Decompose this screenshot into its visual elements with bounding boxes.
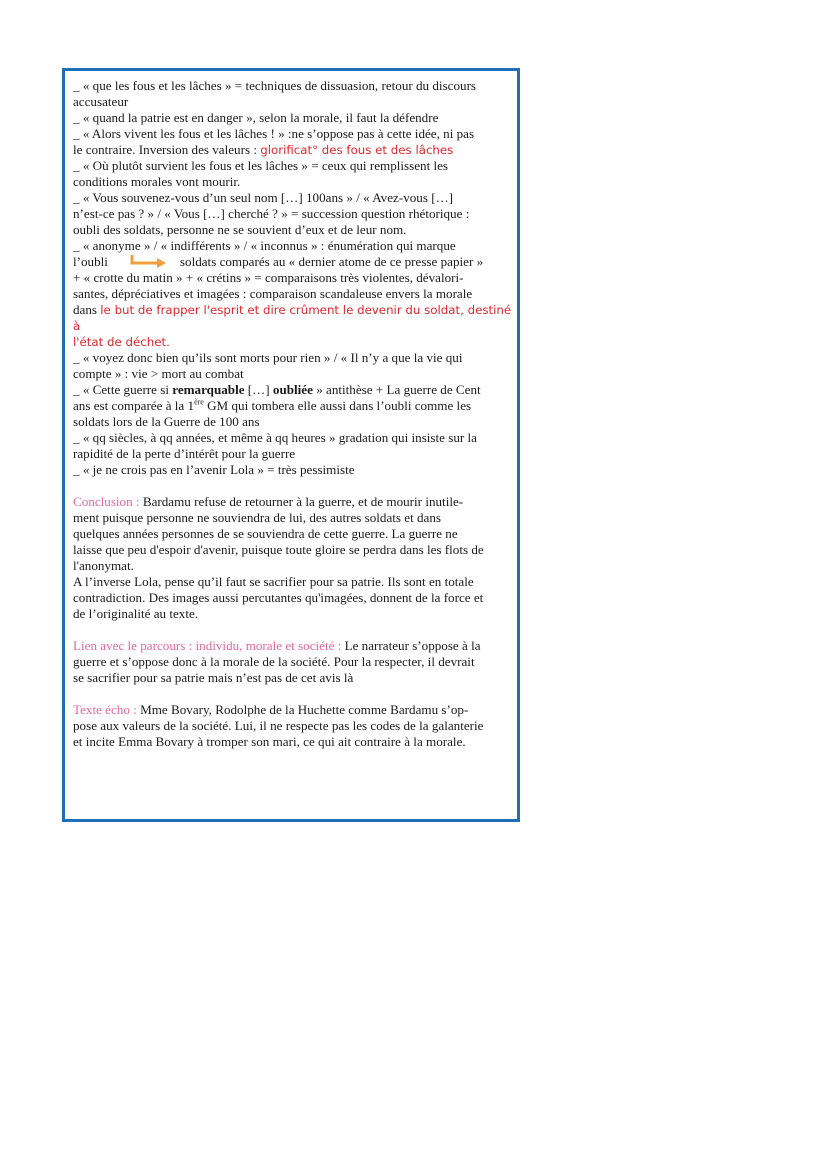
line-text: […]: [244, 382, 273, 397]
lien-line: guerre et s’oppose donc à la morale de la société. Pour la respecter, il devrait: [73, 654, 475, 669]
analysis-line: compte » : vie > mort au combat: [73, 366, 244, 381]
analysis-line: + « crotte du matin » + « crétins » = comparaisons très violentes, dévalori-: [73, 270, 464, 285]
line-text: l’oubli: [73, 254, 108, 269]
lien-line: se sacrifier pour sa patrie mais n’est pas de cet avis là: [73, 670, 354, 685]
analysis-line: [73, 302, 513, 334]
line-text: _ « Cette guerre si: [73, 382, 173, 397]
highlight-red: le but de frapper l'esprit et dire crûment le devenir du soldat, destiné à: [73, 303, 512, 333]
line-text: le contraire. Inversion des valeurs :: [73, 142, 261, 157]
analysis-line: _ « qq siècles, à qq années, et même à qq heures » gradation qui insiste sur la: [73, 430, 477, 445]
analysis-line: _ « que les fous et les lâches » = techniques de dissuasion, retour du discours: [73, 78, 477, 93]
line-text: Bardamu refuse de retourner à la guerre, et de mourir inutile-: [142, 494, 464, 509]
analysis-line: n’est-ce pas ? » / « Vous […] cherché ? » = succession question rhétorique :: [73, 206, 470, 221]
echo-line: pose aux valeurs de la société. Lui, il ne respecte pas les codes de la galanterie: [73, 718, 484, 733]
analysis-line: accusateur: [73, 94, 129, 109]
analysis-line: _ « Où plutôt survient les fous et les lâches » = ceux qui remplissent les: [73, 158, 449, 173]
conclusion-line: A l’inverse Lola, pense qu’il faut se sacrifier pour sa patrie. Ils sont en totale: [73, 574, 474, 589]
conclusion-line: l'anonymat.: [73, 558, 134, 573]
analysis-line: _ « anonyme » / « indifférents » / « inconnus » : énumération qui marque: [73, 238, 456, 253]
analysis-line: [73, 398, 513, 414]
highlight-red: glorificat° des fous et des lâches: [260, 143, 454, 157]
conclusion-line: ment puisque personne ne souviendra de lui, des autres soldats et dans: [73, 510, 441, 525]
analysis-line: [73, 254, 513, 270]
line-text: Mme Bovary, Rodolphe de la Huchette comme Bardamu s’op-: [140, 702, 469, 717]
echo-line: et incite Emma Bovary à tromper son mari, ce qui ait contraire à la morale.: [73, 734, 466, 749]
conclusion-line: contradiction. Des images aussi percutantes qu'imagées, donnent de la force et: [73, 590, 484, 605]
analysis-line: _ « quand la patrie est en danger », selon la morale, il faut la défendre: [73, 110, 439, 125]
conclusion-label: Conclusion :: [73, 494, 143, 509]
line-text: soldats comparés au « dernier atome de ce presse papier »: [179, 254, 484, 269]
conclusion-line: [73, 494, 513, 510]
line-text: dans: [73, 302, 101, 317]
conclusion-line: laisse que peu d'espoir d'avenir, puisque toute gloire se perdra dans les flots de: [73, 542, 484, 557]
analysis-line: rapidité de la perte d’intérêt pour la guerre: [73, 446, 296, 461]
conclusion-line: quelques années personnes de se souviendra de cette guerre. La guerre ne: [73, 526, 458, 541]
analysis-line: conditions morales vont mourir.: [73, 174, 241, 189]
echo-line: [73, 702, 513, 718]
superscript: ère: [194, 397, 204, 407]
analysis-line: soldats lors de la Guerre de 100 ans: [73, 414, 260, 429]
line-text: Le narrateur s’oppose à la: [344, 638, 481, 653]
page-content: [73, 78, 513, 750]
lien-label: Lien avec le parcours : individu, morale et société :: [73, 638, 345, 653]
analysis-line: [73, 382, 513, 398]
highlight-red-line: l'état de déchet.: [73, 335, 170, 349]
bold-word: oubliée: [272, 382, 313, 397]
lien-line: [73, 638, 513, 654]
line-text: » antithèse + La guerre de Cent: [312, 382, 481, 397]
analysis-line: _ « voyez donc bien qu’ils sont morts pour rien » / « Il n’y a que la vie qui: [73, 350, 463, 365]
bold-word: remarquable: [172, 382, 245, 397]
arrow-right-icon: [130, 254, 170, 268]
conclusion-line: de l’originalité au texte.: [73, 606, 199, 621]
line-text: GM qui tombera elle aussi dans l’oubli comme les: [203, 398, 472, 413]
analysis-line: _ « Vous souvenez-vous d’un seul nom […] 100ans » / « Avez-vous […]: [73, 190, 454, 205]
analysis-line: [73, 142, 513, 158]
analysis-line: _ « Alors vivent les fous et les lâches ! » :ne s’oppose pas à cette idée, ni pas: [73, 126, 475, 141]
line-text: ans est comparée à la 1: [73, 398, 195, 413]
analysis-line: _ « je ne crois pas en l’avenir Lola » = très pessimiste: [73, 462, 355, 477]
analysis-line: santes, dépréciatives et imagées : comparaison scandaleuse envers la morale: [73, 286, 473, 301]
echo-label: Texte écho :: [73, 702, 141, 717]
analysis-line: oubli des soldats, personne ne se souvient d’eux et de leur nom.: [73, 222, 407, 237]
